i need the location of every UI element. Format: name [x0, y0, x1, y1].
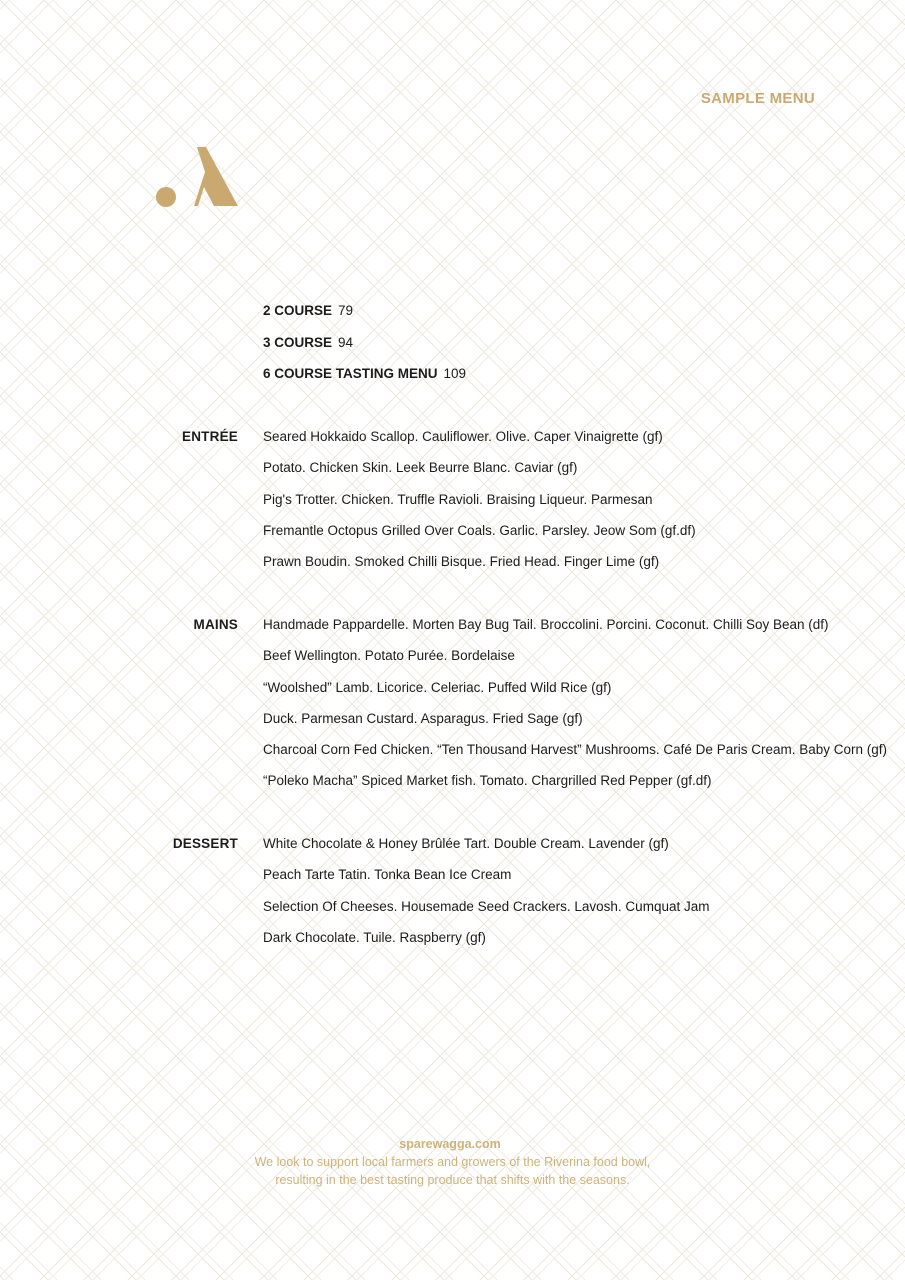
website-link[interactable]: sparewagga.com — [399, 1137, 501, 1151]
dessert-items — [263, 836, 709, 961]
price-list — [263, 303, 466, 398]
entree-heading: ENTRÉE — [182, 429, 238, 444]
price-row — [263, 366, 466, 398]
price-value: 109 — [443, 366, 467, 381]
menu-item: White Chocolate & Honey Brûlée Tart. Double Cream. Lavender (gf) — [263, 836, 669, 851]
dessert-heading: DESSERT — [172, 836, 238, 851]
menu-item: Dark Chocolate. Tuile. Raspberry (gf) — [263, 929, 486, 945]
menu-item: Pig's Trotter. Chicken. Truffle Ravioli. Braising Liqueur. Parmesan — [263, 491, 653, 507]
footer-text-line: resulting in the best tasting produce that shifts with the seasons. — [275, 1173, 630, 1187]
menu-item: Handmade Pappardelle. Morten Bay Bug Tail. Broccolini. Porcini. Coconut. Chilli Soy Bean (df) — [263, 617, 829, 632]
price-name: 2 COURSE — [263, 303, 333, 318]
mains-items — [263, 617, 887, 805]
menu-item: “Woolshed” Lamb. Licorice. Celeriac. Puffed Wild Rice (gf) — [263, 679, 612, 695]
menu-item: Potato. Chicken Skin. Leek Beurre Blanc. Caviar (gf) — [263, 460, 578, 476]
menu-item: “Poleko Macha” Spiced Market fish. Tomato. Chargrilled Red Pepper (gf.df) — [263, 773, 712, 789]
spare-logo-icon — [152, 142, 242, 212]
price-row — [263, 303, 466, 335]
price-row — [263, 335, 466, 367]
mains-heading: MAINS — [193, 617, 238, 632]
menu-item: Peach Tarte Tatin. Tonka Bean Ice Cream — [263, 867, 512, 883]
footer — [0, 1137, 905, 1187]
price-value: 79 — [338, 303, 354, 318]
price-name: 6 COURSE TASTING MENU — [263, 366, 438, 381]
menu-item: Selection Of Cheeses. Housemade Seed Crackers. Lavosh. Cumquat Jam — [263, 898, 710, 914]
price-value: 94 — [338, 334, 354, 350]
menu-item: Charcoal Corn Fed Chicken. “Ten Thousand Harvest” Mushrooms. Café De Paris Cream. Baby Corn (gf) — [263, 742, 887, 758]
entree-items — [263, 429, 696, 585]
menu-item: Prawn Boudin. Smoked Chilli Bisque. Fried Head. Finger Lime (gf) — [263, 554, 660, 570]
footer-text-line: We look to support local farmers and growers of the Riverina food bowl, — [254, 1155, 651, 1169]
menu-item: Duck. Parmesan Custard. Asparagus. Fried Sage (gf) — [263, 710, 583, 726]
menu-item: Fremantle Octopus Grilled Over Coals. Garlic. Parsley. Jeow Som (gf.df) — [263, 522, 696, 538]
menu-item: Seared Hokkaido Scallop. Cauliflower. Olive. Caper Vinaigrette (gf) — [263, 429, 663, 444]
menu-item: Beef Wellington. Potato Purée. Bordelaise — [263, 648, 515, 664]
price-name: 3 COURSE — [263, 334, 333, 350]
sample-menu-label: SAMPLE MENU — [700, 90, 815, 107]
